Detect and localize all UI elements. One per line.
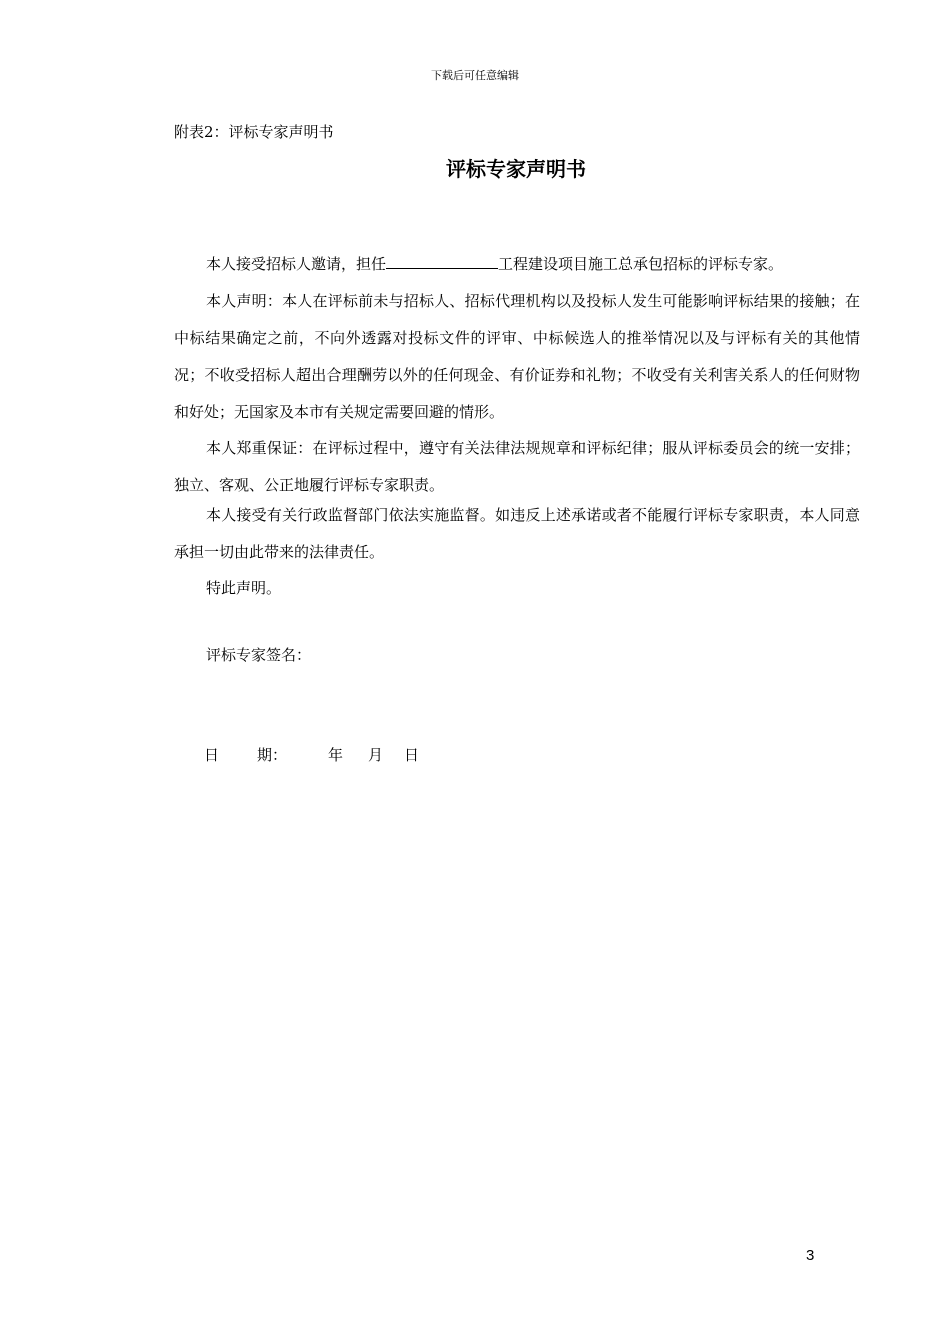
appendix-label: 附表2：评标专家声明书 — [174, 123, 334, 141]
signature-label: 评标专家签名： — [206, 646, 312, 664]
project-name-blank — [386, 254, 498, 269]
paragraph-closing: 特此声明。 — [206, 579, 282, 597]
date-day: 日 — [404, 746, 420, 764]
header-note: 下载后可任意编辑 — [431, 69, 519, 82]
paragraph-invitation-before: 本人接受招标人邀请，担任 — [206, 255, 387, 273]
paragraph-guarantee: 本人郑重保证：在评标过程中，遵守有关法律法规规章和评标纪律；服从评标委员会的统一安排；独立、客观、公正地履行评标专家职责。 — [174, 439, 860, 494]
paragraph-invitation — [174, 246, 860, 283]
date-label-qi: 期： — [257, 746, 288, 764]
paragraph-declaration: 本人声明：本人在评标前未与招标人、招标代理机构以及投标人发生可能影响评标结果的接触；在中标结果确定之前，不向外透露对投标文件的评审、中标候选人的推举情况以及与评标有关的其他情况；不收受招标人超出合理酬劳以外的任何现金、有价证券和礼物；不收受有关利害关系人的任何财物和好处；无国家及本市有关规定需要回避的情形。 — [174, 292, 860, 421]
date-month: 月 — [368, 746, 384, 764]
paragraph-supervision: 本人接受有关行政监督部门依法实施监督。如违反上述承诺或者不能履行评标专家职责，本人同意承担一切由此带来的法律责任。 — [174, 506, 860, 561]
page-number: 3 — [806, 1247, 815, 1264]
document-title: 评标专家声明书 — [446, 157, 586, 181]
paragraph-invitation-after: 工程建设项目施工总承包招标的评标专家。 — [498, 255, 784, 273]
date-label-ri: 日 — [204, 746, 220, 764]
date-year: 年 — [328, 746, 344, 764]
